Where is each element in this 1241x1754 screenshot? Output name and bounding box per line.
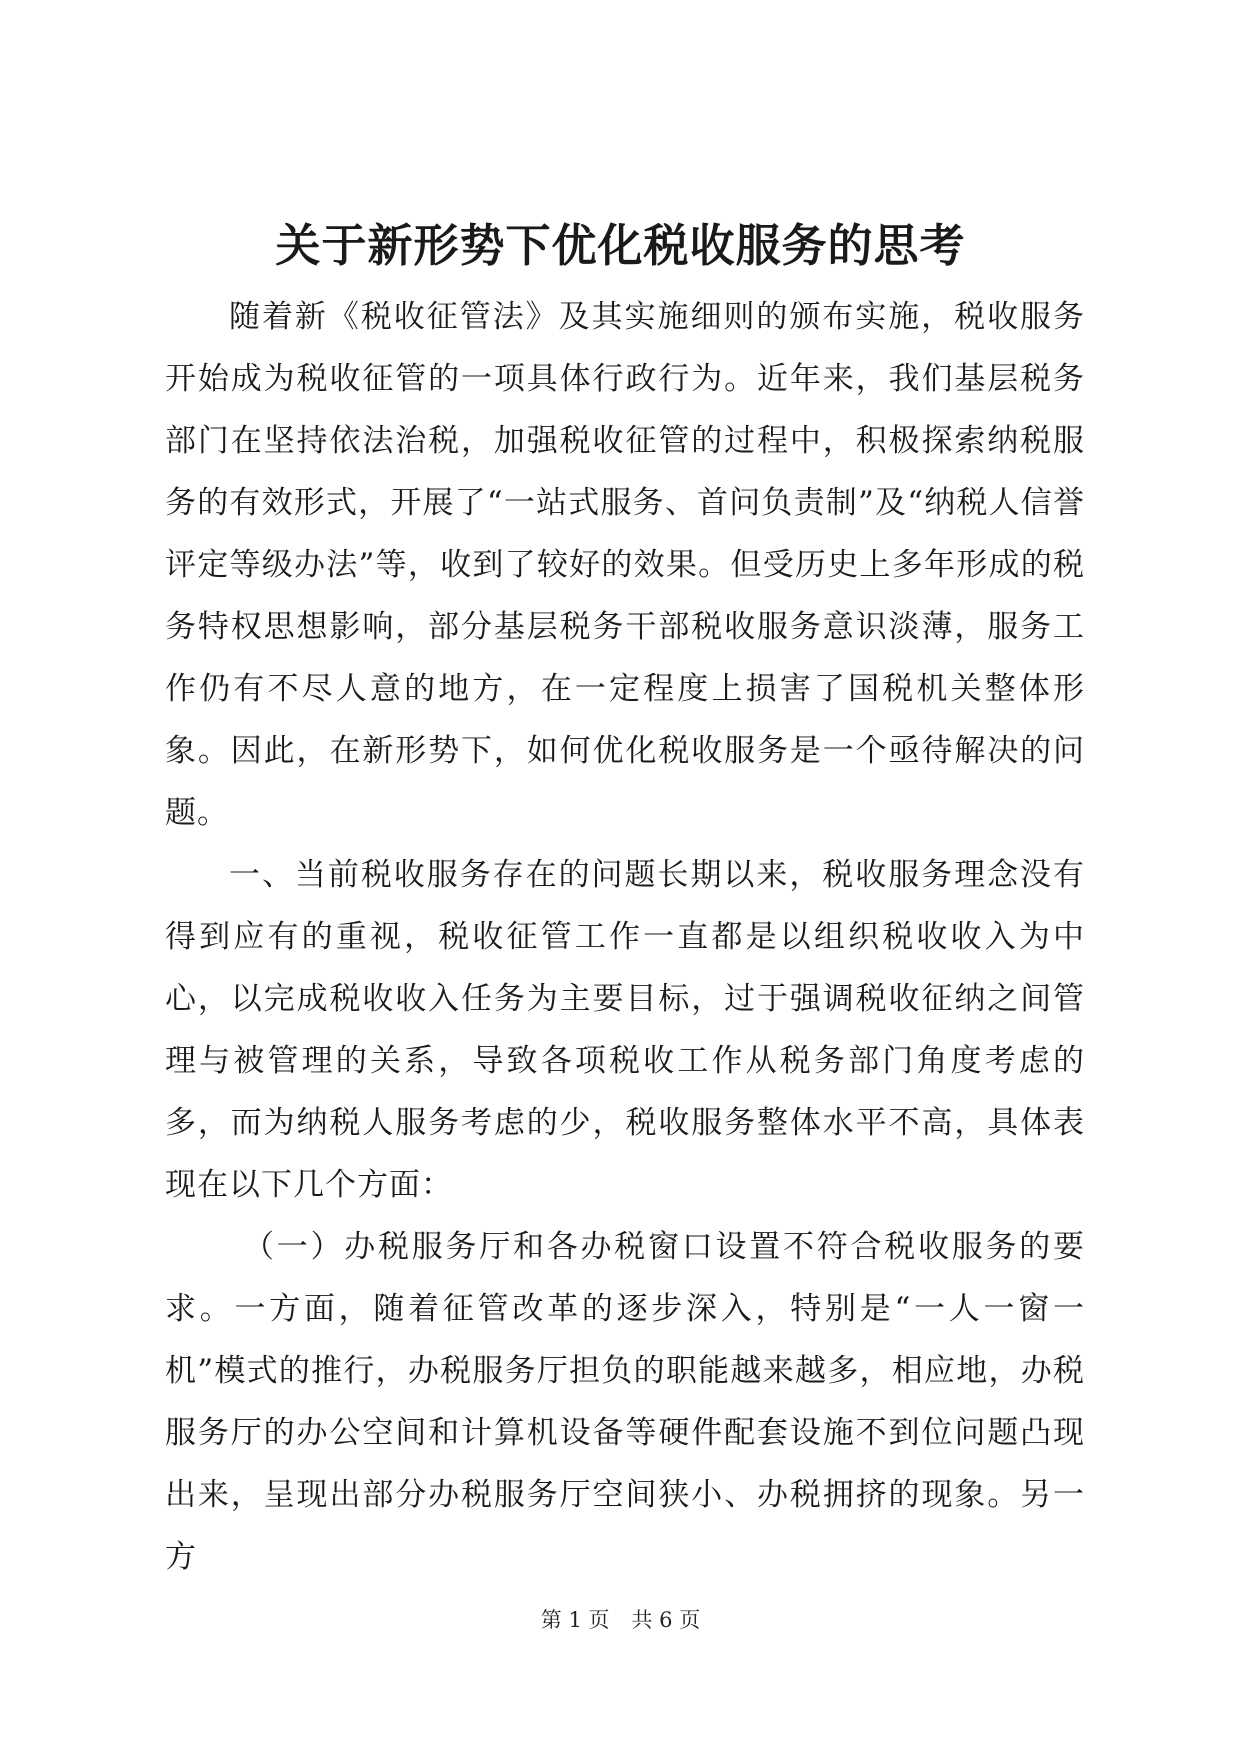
page-footer <box>0 1605 1241 1635</box>
paragraph-intro: 随着新《税收征管法》及其实施细则的颁布实施，税收服务开始成为税收征管的一项具体行政行为。近年来，我们基层税务部门在坚持依法治税，加强税收征管的过程中，积极探索纳税服务的有效形式，开展了“一站式服务、首问负责制”及“纳税人信誉评定等级办法”等，收到了较好的效果。但受历史上多年形成的税务特权思想影响，部分基层税务干部税收服务意识淡薄，服务工作仍有不尽人意的地方，在一定程度上损害了国税机关整体形象。因此，在新形势下，如何优化税收服务是一个亟待解决的问题。 <box>165 299 1085 831</box>
page-number: 第 1 页 <box>540 1608 610 1632</box>
document-title: 关于新形势下优化税收服务的思考 <box>275 219 966 272</box>
paragraph-subsection-one: （一）办税服务厅和各办税窗口设置不符合税收服务的要求。一方面，随着征管改革的逐步深入，特别是“一人一窗一机”模式的推行，办税服务厅担负的职能越来越多，相应地，办税服务厅的办公空间和计算机设备等硬件配套设施不到位问题凸现出来，呈现出部分办税服务厅空间狭小、办税拥挤的现象。另一方 <box>165 1229 1085 1575</box>
paragraph-section-one: 一、当前税收服务存在的问题长期以来，税收服务理念没有得到应有的重视，税收征管工作一直都是以组织税收收入为中心，以完成税收收入任务为主要目标，过于强调税收征纳之间管理与被管理的关系，导致各项税收工作从税务部门角度考虑的多，而为纳税人服务考虑的少，税收服务整体水平不高，具体表现在以下几个方面： <box>165 857 1085 1203</box>
document-body <box>165 286 1085 1588</box>
page-total: 共 6 页 <box>631 1608 701 1632</box>
